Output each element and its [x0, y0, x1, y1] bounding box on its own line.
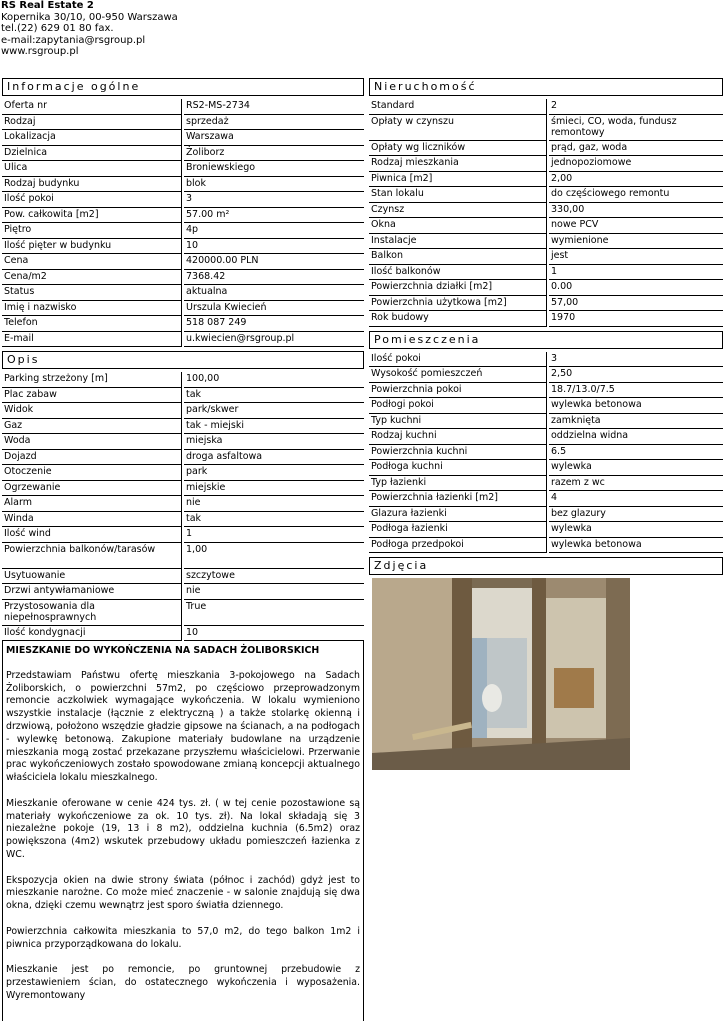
field-value: 10: [184, 626, 364, 642]
agency-header: [1, 0, 301, 58]
general-heading: Informacje ogólne: [2, 78, 364, 96]
field-label: Podłogi pokoi: [369, 398, 547, 414]
field-value: 330,00: [549, 203, 723, 219]
opis-heading: Opis: [2, 351, 364, 369]
field-label: Widok: [2, 403, 182, 419]
field-value: aktualna: [184, 285, 364, 301]
table-row: [2, 208, 364, 224]
table-row: [369, 352, 723, 368]
table-row: [2, 527, 364, 543]
field-value: szczytowe: [184, 569, 364, 585]
field-value: 7368.42: [184, 270, 364, 286]
table-row: [2, 316, 364, 332]
field-value: 1: [184, 527, 364, 543]
description-paragraph: Mieszkanie oferowane w cenie 424 tys. zł. ( w tej cenie pozostawione są materiały wykończeniowe za ok. 10 tys. zł). Na lokal składają się 3 niezależne pokoje (19, 13 i 8 m2), oddzielna kuchnia (6.5m2) oraz powiększona (4m2) wskutek przebudowy układu pomieszczeń łazienka z WC.: [6, 797, 360, 860]
table-row: [369, 429, 723, 445]
field-value: jest: [549, 249, 723, 265]
field-value: bez glazury: [549, 507, 723, 523]
table-row: [2, 600, 364, 626]
rooms-table: [369, 352, 723, 554]
field-value: u.kwiecien@rsgroup.pl: [184, 332, 364, 348]
property-heading: Nieruchomość: [369, 78, 723, 96]
field-label: Instalacje: [369, 234, 547, 250]
field-value: tak: [184, 512, 364, 528]
general-table: [2, 99, 364, 347]
field-label: Parking strzeżony [m]: [2, 372, 182, 388]
agency-website: www.rsgroup.pl: [1, 46, 79, 57]
field-value: 1970: [549, 311, 723, 327]
field-value: 2,00: [549, 172, 723, 188]
field-label: Typ łazienki: [369, 476, 547, 492]
field-value: 2,50: [549, 367, 723, 383]
field-label: Plac zabaw: [2, 388, 182, 404]
table-row: [2, 223, 364, 239]
table-row: [369, 265, 723, 281]
field-value: Broniewskiego: [184, 161, 364, 177]
agency-address: Kopernika 30/10, 00-950 Warszawa: [1, 11, 178, 23]
table-row: [369, 249, 723, 265]
field-label: Podłoga łazienki: [369, 522, 547, 538]
field-value: RS2-MS-2734: [184, 99, 364, 115]
field-value: droga asfaltowa: [184, 450, 364, 466]
table-row: [369, 445, 723, 461]
field-value: nie: [184, 584, 364, 600]
table-row: [2, 481, 364, 497]
table-row: [369, 522, 723, 538]
field-label: Ilość pięter w budynku: [2, 239, 182, 255]
table-row: [369, 311, 723, 327]
table-row: [369, 187, 723, 203]
description-paragraph: Przedstawiam Państwu ofertę mieszkania 3-pokojowego na Sadach Żoliborskich, o powierzchni 57m2, po częściowo przeprowadzonym remoncie aczkolwiek wymagające wykończenia. W lokalu wymieniono wszystkie instalacje (łącznie z elektryczną ) a także stolarkę okienną i drzwiową, położono wszędzie gładzie gipsowe na ścianach, a na podłogach - wylewkę betonową. Zakupione materiały budowlane na urządzenie mieszkania mogą zostać przekazane przyszłemu właścicielowi. Przerwanie prac wykończeniowych zostało spowodowane zmianą koncepcji aktualnego właściciela lokalu mieszkalnego.: [6, 669, 360, 784]
field-label: Oferta nr: [2, 99, 182, 115]
table-row: [2, 192, 364, 208]
field-value: 100,00: [184, 372, 364, 388]
field-label: Winda: [2, 512, 182, 528]
apartment-photo-drawing: [372, 578, 630, 770]
field-label: Ilość balkonów: [369, 265, 547, 281]
table-row: [369, 115, 723, 141]
field-label: Powierzchnia działki [m2]: [369, 280, 547, 296]
field-label: Przystosowania dla niepełnosprawnych: [2, 600, 182, 626]
table-row: [2, 465, 364, 481]
table-row: [369, 218, 723, 234]
opis-table: [2, 372, 364, 641]
table-row: [2, 626, 364, 642]
table-row: [369, 491, 723, 507]
left-column: [2, 78, 364, 1021]
table-row: [369, 367, 723, 383]
field-label: Rodzaj kuchni: [369, 429, 547, 445]
field-value: 4p: [184, 223, 364, 239]
table-row: [2, 115, 364, 131]
field-value: 2: [549, 99, 723, 115]
field-label: Powierzchnia łazienki [m2]: [369, 491, 547, 507]
description-paragraph: Mieszkanie jest po remoncie, po gruntownej przebudowie z przestawieniem ścian, do ostatecznego wykończenia i wyposażenia. Wyremontowany: [6, 964, 360, 1001]
field-label: Rodzaj mieszkania: [369, 156, 547, 172]
field-value: prąd, gaz, woda: [549, 141, 723, 157]
table-row: [2, 372, 364, 388]
field-value: 57.00 m²: [184, 208, 364, 224]
table-row: [369, 398, 723, 414]
field-label: Wysokość pomieszczeń: [369, 367, 547, 383]
field-value: miejskie: [184, 481, 364, 497]
table-row: [369, 507, 723, 523]
table-row: [2, 512, 364, 528]
field-label: Gaz: [2, 419, 182, 435]
field-value: miejska: [184, 434, 364, 450]
table-row: [369, 234, 723, 250]
field-label: Ilość pokoi: [2, 192, 182, 208]
field-value: wylewka betonowa: [549, 538, 723, 554]
table-row: [2, 388, 364, 404]
field-value: sprzedaż: [184, 115, 364, 131]
right-column: [369, 78, 723, 770]
field-label: Usytuowanie: [2, 569, 182, 585]
table-row: [2, 332, 364, 348]
field-label: Woda: [2, 434, 182, 450]
field-value: wymienione: [549, 234, 723, 250]
apartment-photo[interactable]: [372, 578, 630, 770]
field-label: Rok budowy: [369, 311, 547, 327]
table-row: [369, 383, 723, 399]
field-value: 57,00: [549, 296, 723, 312]
table-row: [2, 177, 364, 193]
table-row: [369, 476, 723, 492]
field-label: Ulica: [2, 161, 182, 177]
rooms-heading: Pomieszczenia: [369, 331, 723, 349]
table-row: [2, 270, 364, 286]
field-label: Powierzchnia pokoi: [369, 383, 547, 399]
field-value: razem z wc: [549, 476, 723, 492]
agency-phone: tel.(22) 629 01 80 fax.: [1, 23, 114, 34]
field-label: Dzielnica: [2, 146, 182, 162]
field-value: 3: [184, 192, 364, 208]
description-title: MIESZKANIE DO WYKOŃCZENIA NA SADACH ŻOLIBORSKICH: [6, 645, 320, 656]
table-row: [2, 99, 364, 115]
field-label: Rodzaj budynku: [2, 177, 182, 193]
field-label: E-mail: [2, 332, 182, 348]
table-row: [2, 403, 364, 419]
field-value: wylewka: [549, 460, 723, 476]
field-label: Drzwi antywłamaniowe: [2, 584, 182, 600]
field-label: Pow. całkowita [m2]: [2, 208, 182, 224]
field-label: Ilość wind: [2, 527, 182, 543]
field-label: Ilość kondygnacji: [2, 626, 182, 642]
field-value: True: [184, 600, 364, 626]
field-value: jednopoziomowe: [549, 156, 723, 172]
field-label: Ilość pokoi: [369, 352, 547, 368]
table-row: [2, 130, 364, 146]
table-row: [369, 460, 723, 476]
field-label: Alarm: [2, 496, 182, 512]
field-value: 6.5: [549, 445, 723, 461]
table-row: [369, 172, 723, 188]
description-paragraph: Ekspozycja okien na dwie strony świata (północ i zachód) gdyż jest to mieszkanie narożne. Co może mieć znaczenie - w salonie znajdują się dwa okna, dzięki czemu wewnątrz jest sporo światła dziennego.: [6, 874, 360, 912]
table-row: [2, 161, 364, 177]
table-row: [2, 285, 364, 301]
field-value: Żoliborz: [184, 146, 364, 162]
description-paragraph: Powierzchnia całkowita mieszkania to 57,0 m2, do tego balkon 1m2 i piwnica przyporządkowana do lokalu.: [6, 925, 360, 950]
field-value: wylewka betonowa: [549, 398, 723, 414]
field-label: Dojazd: [2, 450, 182, 466]
table-row: [369, 296, 723, 312]
field-label: Podłoga kuchni: [369, 460, 547, 476]
table-row: [369, 141, 723, 157]
field-label: Piętro: [2, 223, 182, 239]
field-label: Powierzchnia użytkowa [m2]: [369, 296, 547, 312]
field-label: Lokalizacja: [2, 130, 182, 146]
field-value: do częściowego remontu: [549, 187, 723, 203]
field-value: Warszawa: [184, 130, 364, 146]
field-value: 1: [549, 265, 723, 281]
field-label: Standard: [369, 99, 547, 115]
field-value: blok: [184, 177, 364, 193]
field-label: Powierzchnia kuchni: [369, 445, 547, 461]
table-row: [369, 414, 723, 430]
field-value: tak: [184, 388, 364, 404]
field-label: Imię i nazwisko: [2, 301, 182, 317]
field-label: Otoczenie: [2, 465, 182, 481]
agency-email: e-mail:zapytania@rsgroup.pl: [1, 34, 146, 46]
field-label: Typ kuchni: [369, 414, 547, 430]
field-label: Czynsz: [369, 203, 547, 219]
field-label: Glazura łazienki: [369, 507, 547, 523]
field-value: park/skwer: [184, 403, 364, 419]
field-value: park: [184, 465, 364, 481]
field-label: Opłaty w czynszu: [369, 115, 547, 141]
field-label: Piwnica [m2]: [369, 172, 547, 188]
table-row: [369, 156, 723, 172]
field-label: Podłoga przedpokoi: [369, 538, 547, 554]
table-row: [2, 146, 364, 162]
field-value: 0.00: [549, 280, 723, 296]
field-label: Cena/m2: [2, 270, 182, 286]
photos-heading: Zdjęcia: [369, 557, 723, 575]
table-row: [369, 99, 723, 115]
table-row: [2, 254, 364, 270]
table-row: [2, 584, 364, 600]
property-table: [369, 99, 723, 327]
field-label: Powierzchnia balkonów/tarasów: [2, 543, 182, 569]
field-value: śmieci, CO, woda, fundusz remontowy: [549, 115, 723, 141]
field-value: nowe PCV: [549, 218, 723, 234]
field-value: zamknięta: [549, 414, 723, 430]
field-value: 18.7/13.0/7.5: [549, 383, 723, 399]
table-row: [2, 239, 364, 255]
agency-name: RS Real Estate 2: [1, 0, 94, 11]
table-row: [2, 301, 364, 317]
field-value: Urszula Kwiecień: [184, 301, 364, 317]
field-label: Stan lokalu: [369, 187, 547, 203]
field-value: 3: [549, 352, 723, 368]
table-row: [2, 434, 364, 450]
field-value: tak - miejski: [184, 419, 364, 435]
field-label: Cena: [2, 254, 182, 270]
table-row: [369, 203, 723, 219]
field-value: 518 087 249: [184, 316, 364, 332]
table-row: [2, 450, 364, 466]
field-value: nie: [184, 496, 364, 512]
field-value: 420000.00 PLN: [184, 254, 364, 270]
table-row: [369, 280, 723, 296]
table-row: [2, 419, 364, 435]
table-row: [369, 538, 723, 554]
field-value: 1,00: [184, 543, 364, 569]
field-value: wylewka: [549, 522, 723, 538]
table-row: [2, 543, 364, 569]
table-row: [2, 496, 364, 512]
field-label: Ogrzewanie: [2, 481, 182, 497]
field-label: Telefon: [2, 316, 182, 332]
field-label: Rodzaj: [2, 115, 182, 131]
description-text: [2, 641, 364, 1021]
field-label: Status: [2, 285, 182, 301]
field-value: 4: [549, 491, 723, 507]
field-label: Okna: [369, 218, 547, 234]
field-value: 10: [184, 239, 364, 255]
table-row: [2, 569, 364, 585]
field-label: Opłaty wg liczników: [369, 141, 547, 157]
field-label: Balkon: [369, 249, 547, 265]
field-value: oddzielna widna: [549, 429, 723, 445]
